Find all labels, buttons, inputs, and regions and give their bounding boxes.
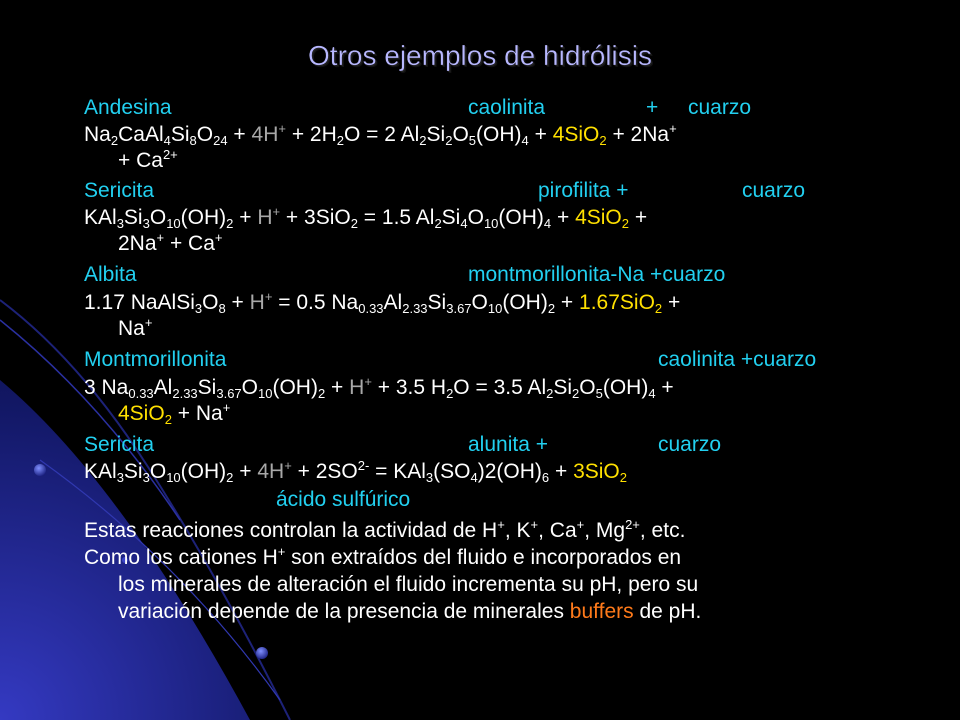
equation-albita: 1.17 $NaAlSi_3O_8 + H^+ = 0.5$ $Na_{0.33}Al_{2.33}Si_{3.67}O_{10}(OH)_2 + 1.67SiO_2$ +	[84, 289, 681, 316]
slide-title: Otros ejemplos de hidrólisis	[308, 40, 652, 71]
equation-sericita-alunita: $KAl_3Si_3O_{10}(OH)_2 + 4H^+ + 2SO^{2-} = KAl_3(SO_4)2(OH)_6 + 3SiO_2$	[84, 458, 627, 485]
equation-albita-cont: Na+	[118, 315, 153, 340]
equation-sericita: $KAl_3Si_3O_{10}(OH)_2 + H^+ + 3SiO_2 = 1.5$ $Al_2Si_4O_{10}(OH)_4 + 4SiO_2$ +	[84, 204, 648, 231]
paragraph-cations-1: Como los cationes H+ son extraídos del fluido e incorporados en	[84, 544, 682, 569]
equation-montmorillonita-cont: 4SiO$_2$ + Na+	[118, 400, 231, 427]
slide: Otros ejemplos de hidrólisis Andesina caolinita + cuarzo $Na_2CaAl_4Si_8O_{24} + 4H^+ + 2H_2O = 2$ $Al_2Si_2O_5(OH)_4 + 4SiO_2 + 2Na^+$ + $Ca^{2+}$ Sericita pirofilita + cuarzo $KAl_3Si_3O_{10}(OH)_2 + H^+ + 3SiO_2 = 1.5$ $Al_2Si_4O_{10}(OH)_4 + 4SiO_2$ + 2Na+ + Ca+ Albita montmorillonita-Na +cuarzo 1.17 $NaAlSi_3O_8 + H^+ = 0.5$ $Na_{0.33}Al_{2.33}Si_{3.67}O_{10}(OH)_2 + 1.67SiO_2$ + Na+ Montmorillonita caolinita +cuarzo 3 $Na_{0.33}Al_{2.33}Si_{3.67}O_{10}(OH)_2 + H^+ + 3.5$ $H_2O = 3.5$ $Al_2Si_2O_5(OH)_4$ + 4SiO$_2$ + Na+ Sericita alunita + cuarzo $KAl_3Si_3O_{10}(OH)_2 + 4H^+ + 2SO^{2-} = KAl_3(SO_4)2(OH)_6 + 3SiO_2$ ácido sulfúrico Estas reacciones controlan la actividad de H+, K+, Ca+, $Mg^{2+}$, etc. Como los cationes H+ son extraídos del fluido e incorporados en los minerales de alteración el fluido incrementa su pH, pero su variación depende de la presencia de minerales buffers de pH.	[0, 0, 960, 720]
decoration-dot	[256, 647, 268, 659]
decoration-dot	[34, 464, 46, 476]
paragraph-reactions: Estas reacciones controlan la actividad de H+, K+, Ca+, $Mg^{2+}$, etc.	[84, 517, 686, 542]
paragraph-cations-3: variación depende de la presencia de minerales buffers de pH.	[118, 600, 702, 623]
equation-sericita-cont: 2Na+ + Ca+	[118, 230, 223, 255]
equation-andesina-cont: + $Ca^{2+}$	[118, 147, 178, 172]
equation-andesina: $Na_2CaAl_4Si_8O_{24} + 4H^+ + 2H_2O = 2$ $Al_2Si_2O_5(OH)_4 + 4SiO_2 + 2Na^+$	[84, 121, 677, 148]
equation-montmorillonita: 3 $Na_{0.33}Al_{2.33}Si_{3.67}O_{10}(OH)_2 + H^+ + 3.5$ $H_2O = 3.5$ $Al_2Si_2O_5(OH)_4$ +	[84, 374, 674, 401]
paragraph-cations-2: los minerales de alteración el fluido incrementa su pH, pero su	[118, 573, 699, 596]
